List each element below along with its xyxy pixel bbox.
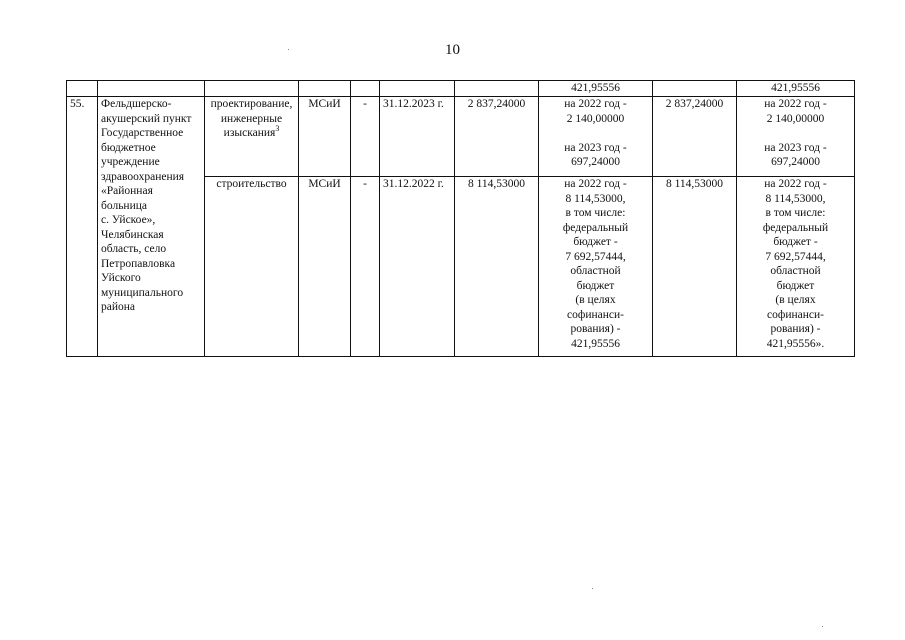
funding-line: софинанси-: [767, 308, 824, 321]
funding-line: на 2022 год -: [764, 98, 827, 110]
funding-detail-2: [737, 97, 855, 177]
funding-line: на 2022 год -: [564, 178, 627, 190]
funding-line: в том числе:: [765, 207, 826, 219]
funding-line: [740, 126, 851, 141]
responsible: МСиИ: [299, 97, 351, 177]
object-name-line: «Районная: [101, 185, 153, 197]
funding-line: федеральный: [562, 221, 629, 234]
deadline-date: 31.12.2023 г.: [380, 97, 455, 177]
object-name-line: с. Уйское»,: [101, 214, 156, 226]
page-number: 10: [445, 42, 460, 58]
dash-cell: -: [351, 177, 380, 357]
object-name-line: область, село: [101, 243, 167, 255]
funding-line: рования) -: [770, 323, 821, 335]
work-type: [205, 97, 299, 177]
funding-line: областной: [770, 265, 821, 277]
object-name-line: муниципального: [101, 286, 184, 299]
funding-line: 697,24000: [771, 156, 820, 168]
cost-value: 8 114,53000: [455, 177, 539, 357]
dash-cell: -: [351, 97, 380, 177]
funding-line: софинанси-: [567, 308, 624, 321]
funding-line: 8 114,53000,: [765, 192, 826, 205]
funding-detail-2: [737, 177, 855, 357]
funding-line: 421,95556».: [766, 337, 825, 350]
funding-detail: [539, 177, 653, 357]
work-type-text: изыскания: [223, 127, 276, 139]
funding-line: 2 140,00000: [766, 112, 825, 125]
funding-line: бюджет -: [573, 236, 618, 248]
responsible: МСиИ: [299, 177, 351, 357]
object-name-line: Уйского: [101, 272, 141, 284]
object-name-line: Челябинская: [101, 228, 164, 241]
table-cell: [98, 81, 205, 97]
object-name-line: района: [101, 301, 136, 313]
table-cell: [455, 81, 539, 97]
table-cell: [380, 81, 455, 97]
table-cell: [653, 81, 737, 97]
table-cell: [205, 81, 299, 97]
data-table: [66, 80, 855, 357]
funding-line: в том числе:: [565, 207, 626, 219]
funding-line: (в целях: [575, 294, 616, 306]
funding-line: на 2022 год -: [764, 178, 827, 190]
table-cell: [67, 81, 98, 97]
table-cell: [351, 81, 380, 97]
table-row-continuation: [67, 81, 855, 97]
work-type: строительство: [205, 177, 299, 357]
cost-value: 2 837,24000: [455, 97, 539, 177]
funding-line: 697,24000: [571, 156, 620, 168]
object-name-line: Государственное: [101, 127, 184, 139]
funding-line: (в целях: [775, 294, 816, 306]
deadline-date: 31.12.2022 г.: [380, 177, 455, 357]
object-name-line: бюджетное: [101, 141, 156, 154]
scan-speck: [288, 49, 289, 50]
work-type-line: [208, 126, 295, 141]
funding-line: 7 692,57444,: [565, 250, 626, 263]
funding-line: рования) -: [570, 323, 621, 335]
funding-line: бюджет: [776, 279, 815, 292]
funding-line: 8 114,53000,: [565, 192, 626, 205]
cost-value-2: 8 114,53000: [653, 177, 737, 357]
object-name-line: здравоохранения: [101, 170, 185, 183]
object-name-line: Петропавловка: [101, 257, 176, 270]
funding-line: на 2023 год -: [564, 141, 627, 154]
funding-cell-2: 421,95556: [737, 81, 855, 97]
cost-value-2: 2 837,24000: [653, 97, 737, 177]
entry-number: 55.: [67, 97, 98, 357]
funding-line: 7 692,57444,: [765, 250, 826, 263]
object-name-line: акушерский пункт: [101, 112, 192, 125]
work-type-line: инженерные: [220, 112, 283, 125]
table-cell: [299, 81, 351, 97]
object-name-line: больница: [101, 199, 147, 212]
funding-line: областной: [570, 265, 621, 277]
funding-cell: 421,95556: [539, 81, 653, 97]
funding-detail: [539, 97, 653, 177]
footnote-marker: 3: [275, 124, 280, 134]
funding-line: бюджет: [576, 279, 615, 292]
funding-line: бюджет -: [773, 236, 818, 248]
funding-line: на 2023 год -: [764, 141, 827, 154]
object-name-line: Фельдшерско-: [101, 98, 172, 110]
funding-line: 2 140,00000: [566, 112, 625, 125]
funding-line: 421,95556: [571, 337, 620, 350]
scan-speck: [822, 626, 823, 627]
funding-line: на 2022 год -: [564, 98, 627, 110]
scan-speck: [592, 588, 593, 589]
funding-line: федеральный: [762, 221, 829, 234]
object-name-line: учреждение: [101, 156, 160, 168]
table-row-design: [67, 97, 855, 177]
object-name: [98, 97, 205, 357]
work-type-line: проектирование,: [210, 98, 293, 110]
funding-line: [542, 126, 649, 141]
